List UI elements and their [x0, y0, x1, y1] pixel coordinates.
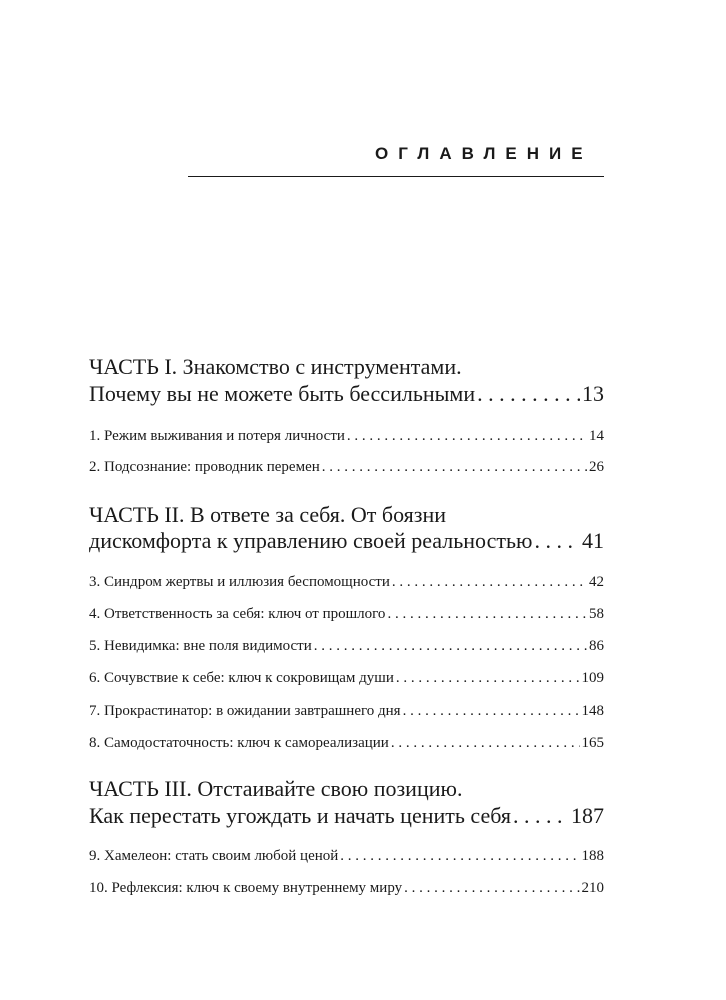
part-3-title-line1: ЧАСТЬ III. Отстаивайте свою позицию.	[89, 776, 463, 801]
toc-heading: ОГЛАВЛЕНИЕ	[375, 144, 593, 163]
chapter-entry-1[interactable]	[89, 428, 604, 445]
part-3-entry[interactable]	[89, 803, 604, 829]
part-1-page: 13	[582, 381, 604, 406]
dot-leader	[347, 428, 587, 445]
chapter-title: 5. Невидимка: вне поля видимости	[89, 638, 312, 654]
dot-leader	[477, 381, 580, 407]
chapter-title: 2. Подсознание: проводник перемен	[89, 459, 320, 475]
part-3-title-line2: Как перестать угождать и начать ценить себя	[89, 803, 511, 828]
chapter-entry-7[interactable]	[89, 703, 604, 720]
chapter-title: 10. Рефлексия: ключ к своему внутреннему миру	[89, 880, 403, 896]
chapter-entry-5[interactable]	[89, 638, 604, 655]
heading-rule	[188, 176, 604, 177]
chapter-title: 9. Хамелеон: стать своим любой ценой	[89, 848, 339, 864]
dot-leader	[392, 574, 587, 591]
dot-leader	[391, 735, 580, 752]
dot-leader	[340, 848, 579, 865]
part-1-title-line1: ЧАСТЬ I. Знакомство с инструментами.	[89, 354, 462, 379]
dot-leader	[322, 459, 587, 476]
chapter-entry-8[interactable]	[89, 735, 604, 752]
chapter-page: 165	[581, 735, 604, 751]
part-1-title-line2: Почему вы не можете быть бессильными	[89, 381, 476, 406]
dot-leader	[403, 703, 580, 720]
chapter-entry-6[interactable]	[89, 670, 604, 687]
part-1-entry[interactable]	[89, 381, 604, 407]
chapter-page: 210	[581, 880, 604, 896]
dot-leader	[513, 803, 569, 829]
dot-leader	[387, 606, 587, 623]
part-3-page: 187	[571, 803, 604, 828]
chapter-page: 14	[589, 428, 604, 444]
chapter-title: 7. Прокрастинатор: в ожидании завтрашнего дня	[89, 703, 401, 719]
chapter-page: 188	[581, 848, 604, 864]
chapter-entry-2[interactable]	[89, 459, 604, 476]
part-2-title-line2: дискомфорта к управлению своей реальностью	[89, 528, 533, 553]
part-2-title-line1: ЧАСТЬ II. В ответе за себя. От боязни	[89, 502, 447, 527]
chapter-entry-4[interactable]	[89, 606, 604, 623]
dot-leader	[404, 880, 579, 897]
chapter-page: 109	[581, 670, 604, 686]
chapter-title: 4. Ответственность за себя: ключ от прошлого	[89, 606, 386, 622]
part-2-page: 41	[582, 528, 604, 553]
dot-leader	[396, 670, 580, 687]
chapter-page: 26	[589, 459, 604, 475]
chapter-page: 148	[581, 703, 604, 719]
part-2-entry[interactable]	[89, 528, 604, 554]
chapter-title: 8. Самодостаточность: ключ к самореализации	[89, 735, 389, 751]
chapter-title: 3. Синдром жертвы и иллюзия беспомощности	[89, 574, 390, 590]
chapter-page: 42	[589, 574, 604, 590]
chapter-page: 86	[589, 638, 604, 654]
chapter-entry-10[interactable]	[89, 880, 604, 897]
chapter-entry-3[interactable]	[89, 574, 604, 591]
chapter-page: 58	[589, 606, 604, 622]
chapter-title: 6. Сочувствие к себе: ключ к сокровищам души	[89, 670, 394, 686]
dot-leader	[314, 638, 587, 655]
chapter-entry-9[interactable]	[89, 848, 604, 865]
chapter-title: 1. Режим выживания и потеря личности	[89, 428, 345, 444]
dot-leader	[534, 528, 580, 554]
